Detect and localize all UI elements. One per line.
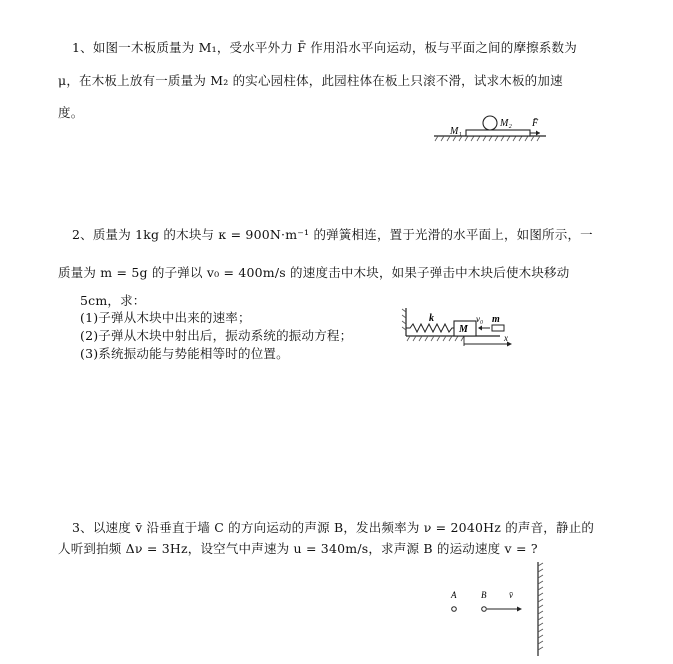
problem-2-line-5: (2)子弹从木块中射出后，振动系统的振动方程； — [80, 328, 353, 343]
problem-2-line-1: 2、质量为 1kg 的木块与 κ = 900N·m⁻¹ 的弹簧相连，置于光滑的水平面上，如图所示，一 — [72, 227, 593, 242]
label-x: x — [504, 333, 508, 343]
problem-2-line-2: 质量为 m = 5g 的子弹以 v₀ = 400m/s 的速度击中木块，如果子弹击中木块后使木块移动 — [58, 265, 570, 280]
point-a — [452, 607, 457, 612]
cylinder-shape — [483, 116, 497, 130]
problem-2-line-6: (3)系统振动能与势能相等时的位置。 — [80, 346, 289, 361]
problem-3-figure — [440, 560, 550, 658]
problem-1-line-2: μ，在木板上放有一质量为 M₂ 的实心园柱体，此园柱体在板上只滚不滑，试求木板的加速 — [58, 73, 563, 88]
label-v: v̄ — [509, 590, 513, 600]
label-k: k — [429, 313, 434, 324]
label-a: A — [451, 590, 457, 600]
problem-2-figure — [400, 302, 518, 348]
label-v0: v₀ — [476, 314, 484, 324]
label-b: B — [481, 590, 487, 600]
problem-2-line-3: 5cm，求： — [80, 293, 146, 308]
problem-3-line-2: 人听到拍频 Δν = 3Hz，设空气中声速为 u = 340m/s，求声源 B 的运动速度 v = ? — [58, 541, 538, 556]
spring-shape — [406, 324, 454, 332]
label-block: M — [459, 324, 468, 335]
label-m1: M₁ — [450, 126, 462, 137]
board-shape — [466, 130, 530, 136]
point-b — [482, 607, 487, 612]
bullet-shape — [492, 325, 504, 331]
problem-1-line-3: 度。 — [58, 105, 84, 120]
problem-1-line-1: 1、如图一木板质量为 M₁，受水平外力 F̄ 作用沿水平向运动，板与平面之间的摩擦系数为 — [72, 40, 577, 55]
label-force: F̄ — [532, 118, 539, 129]
problem-3-line-1: 3、以速度 v̄ 沿垂直于墙 C 的方向运动的声源 B，发出频率为 ν = 2040Hz 的声音，静止的 — [72, 520, 595, 535]
problem-1-figure — [430, 108, 550, 144]
problem-2-line-4: (1)子弹从木块中出来的速率； — [80, 310, 251, 325]
label-m2: M₂ — [500, 118, 512, 129]
label-m: m — [492, 314, 500, 325]
